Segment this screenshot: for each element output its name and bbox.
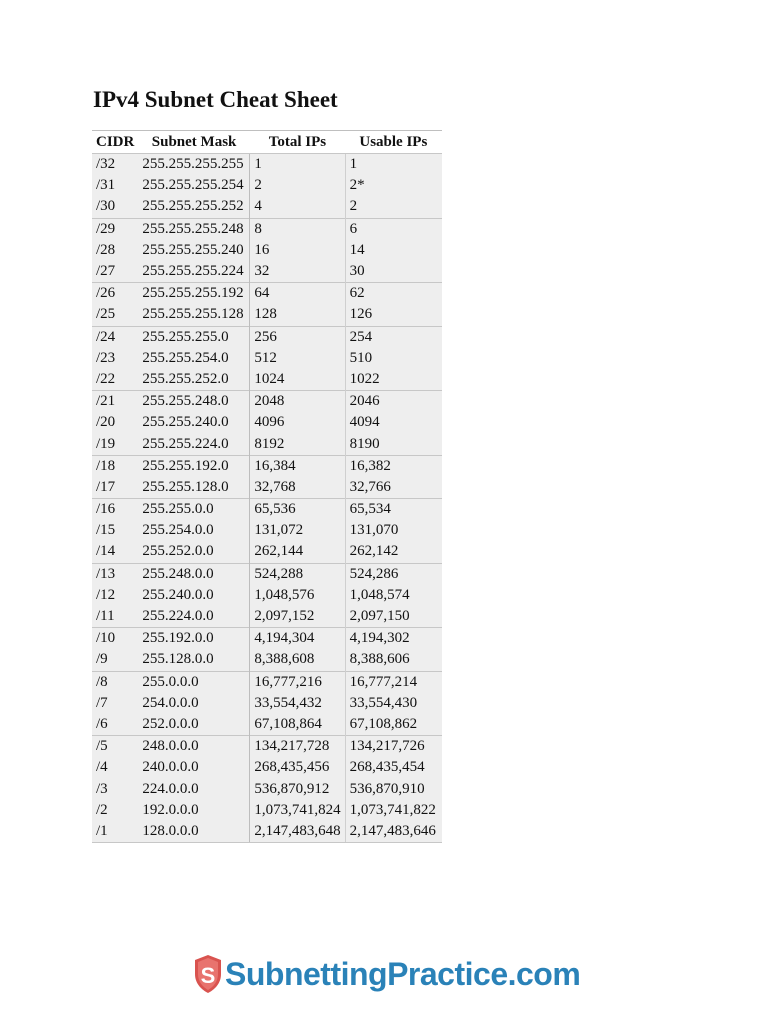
cell-usable-ips: 131,070 xyxy=(345,520,442,541)
cell-usable-ips: 1022 xyxy=(345,369,442,391)
cell-total-ips: 64 xyxy=(250,283,345,305)
table-row xyxy=(92,671,442,693)
cell-usable-ips: 524,286 xyxy=(345,563,442,585)
cell-subnet-mask: 255.240.0.0 xyxy=(138,585,250,606)
cell-subnet-mask: 255.255.255.240 xyxy=(138,240,250,261)
cell-cidr: /19 xyxy=(92,433,138,455)
cell-subnet-mask: 192.0.0.0 xyxy=(138,800,250,821)
cell-subnet-mask: 255.255.255.128 xyxy=(138,304,250,326)
cell-usable-ips: 33,554,430 xyxy=(345,693,442,714)
cell-total-ips: 8,388,608 xyxy=(250,649,345,671)
cell-usable-ips: 16,777,214 xyxy=(345,671,442,693)
cell-subnet-mask: 255.192.0.0 xyxy=(138,628,250,650)
cell-total-ips: 524,288 xyxy=(250,563,345,585)
cell-subnet-mask: 252.0.0.0 xyxy=(138,714,250,736)
cell-usable-ips: 4,194,302 xyxy=(345,628,442,650)
cell-total-ips: 1024 xyxy=(250,369,345,391)
cell-total-ips: 1 xyxy=(250,154,345,176)
cell-usable-ips: 536,870,910 xyxy=(345,778,442,799)
table-row xyxy=(92,412,442,433)
table-row xyxy=(92,563,442,585)
cell-subnet-mask: 255.255.255.255 xyxy=(138,154,250,176)
cell-usable-ips: 32,766 xyxy=(345,477,442,499)
table-row xyxy=(92,391,442,413)
cell-cidr: /17 xyxy=(92,477,138,499)
cell-cidr: /28 xyxy=(92,240,138,261)
cell-subnet-mask: 255.224.0.0 xyxy=(138,606,250,628)
cell-usable-ips: 8,388,606 xyxy=(345,649,442,671)
cell-subnet-mask: 255.255.240.0 xyxy=(138,412,250,433)
cell-cidr: /22 xyxy=(92,369,138,391)
table-row xyxy=(92,218,442,240)
cell-usable-ips: 65,534 xyxy=(345,499,442,521)
cell-total-ips: 4096 xyxy=(250,412,345,433)
cell-subnet-mask: 224.0.0.0 xyxy=(138,778,250,799)
cell-cidr: /30 xyxy=(92,196,138,218)
cell-cidr: /25 xyxy=(92,304,138,326)
table-row xyxy=(92,154,442,176)
cell-subnet-mask: 255.255.224.0 xyxy=(138,433,250,455)
cell-usable-ips: 8190 xyxy=(345,433,442,455)
cell-cidr: /7 xyxy=(92,693,138,714)
table-row xyxy=(92,541,442,563)
cell-cidr: /1 xyxy=(92,821,138,843)
table-row xyxy=(92,520,442,541)
cell-usable-ips: 268,435,454 xyxy=(345,757,442,778)
header-subnet-mask: Subnet Mask xyxy=(138,131,250,154)
cell-total-ips: 131,072 xyxy=(250,520,345,541)
cell-cidr: /23 xyxy=(92,348,138,369)
table-row xyxy=(92,348,442,369)
table-row xyxy=(92,606,442,628)
table-row xyxy=(92,196,442,218)
cell-cidr: /16 xyxy=(92,499,138,521)
cell-usable-ips: 1 xyxy=(345,154,442,176)
cell-total-ips: 16,777,216 xyxy=(250,671,345,693)
cell-subnet-mask: 128.0.0.0 xyxy=(138,821,250,843)
cell-cidr: /8 xyxy=(92,671,138,693)
table-row xyxy=(92,693,442,714)
cell-subnet-mask: 255.255.252.0 xyxy=(138,369,250,391)
cell-total-ips: 2,147,483,648 xyxy=(250,821,345,843)
cell-total-ips: 8192 xyxy=(250,433,345,455)
table-row xyxy=(92,455,442,477)
cell-usable-ips: 14 xyxy=(345,240,442,261)
cell-usable-ips: 1,048,574 xyxy=(345,585,442,606)
cell-subnet-mask: 255.255.128.0 xyxy=(138,477,250,499)
table-row xyxy=(92,477,442,499)
cell-usable-ips: 134,217,726 xyxy=(345,736,442,758)
cell-usable-ips: 67,108,862 xyxy=(345,714,442,736)
table-row xyxy=(92,736,442,758)
table-body xyxy=(92,154,442,843)
table-row xyxy=(92,261,442,283)
cell-usable-ips: 262,142 xyxy=(345,541,442,563)
cell-usable-ips: 2,097,150 xyxy=(345,606,442,628)
cell-total-ips: 32 xyxy=(250,261,345,283)
cell-total-ips: 16 xyxy=(250,240,345,261)
brand-logo xyxy=(193,952,580,996)
cell-usable-ips: 510 xyxy=(345,348,442,369)
cell-cidr: /15 xyxy=(92,520,138,541)
cell-cidr: /14 xyxy=(92,541,138,563)
cell-subnet-mask: 255.255.255.224 xyxy=(138,261,250,283)
cell-subnet-mask: 255.252.0.0 xyxy=(138,541,250,563)
table-row xyxy=(92,499,442,521)
cell-cidr: /6 xyxy=(92,714,138,736)
cell-subnet-mask: 255.255.255.192 xyxy=(138,283,250,305)
svg-text:S: S xyxy=(200,963,216,988)
cell-subnet-mask: 255.255.255.254 xyxy=(138,175,250,196)
cell-cidr: /9 xyxy=(92,649,138,671)
cell-total-ips: 2 xyxy=(250,175,345,196)
table-row xyxy=(92,369,442,391)
cell-total-ips: 536,870,912 xyxy=(250,778,345,799)
table-row xyxy=(92,283,442,305)
cell-total-ips: 8 xyxy=(250,218,345,240)
cell-subnet-mask: 255.255.0.0 xyxy=(138,499,250,521)
cell-usable-ips: 16,382 xyxy=(345,455,442,477)
cell-cidr: /5 xyxy=(92,736,138,758)
cell-subnet-mask: 248.0.0.0 xyxy=(138,736,250,758)
cell-cidr: /13 xyxy=(92,563,138,585)
cell-subnet-mask: 255.248.0.0 xyxy=(138,563,250,585)
cell-total-ips: 2048 xyxy=(250,391,345,413)
cell-cidr: /3 xyxy=(92,778,138,799)
cell-usable-ips: 2,147,483,646 xyxy=(345,821,442,843)
cell-total-ips: 2,097,152 xyxy=(250,606,345,628)
cell-total-ips: 67,108,864 xyxy=(250,714,345,736)
page-title: IPv4 Subnet Cheat Sheet xyxy=(93,87,338,112)
cell-usable-ips: 30 xyxy=(345,261,442,283)
cell-subnet-mask: 255.255.255.252 xyxy=(138,196,250,218)
cell-total-ips: 33,554,432 xyxy=(250,693,345,714)
cell-usable-ips: 2 xyxy=(345,196,442,218)
cell-usable-ips: 2046 xyxy=(345,391,442,413)
cell-cidr: /24 xyxy=(92,326,138,348)
cell-total-ips: 16,384 xyxy=(250,455,345,477)
cell-total-ips: 1,073,741,824 xyxy=(250,800,345,821)
table-row xyxy=(92,757,442,778)
cell-cidr: /12 xyxy=(92,585,138,606)
shield-s-icon xyxy=(193,954,223,994)
cell-total-ips: 262,144 xyxy=(250,541,345,563)
cell-subnet-mask: 255.255.255.0 xyxy=(138,326,250,348)
cell-subnet-mask: 255.0.0.0 xyxy=(138,671,250,693)
cell-total-ips: 32,768 xyxy=(250,477,345,499)
cell-total-ips: 268,435,456 xyxy=(250,757,345,778)
cell-cidr: /26 xyxy=(92,283,138,305)
header-cidr: CIDR xyxy=(92,131,138,154)
cell-usable-ips: 254 xyxy=(345,326,442,348)
table-header-row xyxy=(92,131,442,154)
cell-total-ips: 128 xyxy=(250,304,345,326)
cell-usable-ips: 1,073,741,822 xyxy=(345,800,442,821)
cell-cidr: /29 xyxy=(92,218,138,240)
cell-subnet-mask: 254.0.0.0 xyxy=(138,693,250,714)
cell-cidr: /21 xyxy=(92,391,138,413)
cell-subnet-mask: 255.254.0.0 xyxy=(138,520,250,541)
cell-total-ips: 4 xyxy=(250,196,345,218)
cell-total-ips: 4,194,304 xyxy=(250,628,345,650)
table-row xyxy=(92,800,442,821)
cell-cidr: /31 xyxy=(92,175,138,196)
table-row xyxy=(92,433,442,455)
cell-subnet-mask: 255.255.255.248 xyxy=(138,218,250,240)
cell-cidr: /11 xyxy=(92,606,138,628)
table-row xyxy=(92,628,442,650)
subnet-table xyxy=(92,130,442,843)
cell-usable-ips: 126 xyxy=(345,304,442,326)
cell-usable-ips: 62 xyxy=(345,283,442,305)
cell-usable-ips: 6 xyxy=(345,218,442,240)
cell-subnet-mask: 255.255.254.0 xyxy=(138,348,250,369)
table-row xyxy=(92,585,442,606)
brand-name: SubnettingPractice.com xyxy=(225,955,581,992)
table-row xyxy=(92,240,442,261)
cell-cidr: /10 xyxy=(92,628,138,650)
cell-total-ips: 256 xyxy=(250,326,345,348)
cell-subnet-mask: 255.128.0.0 xyxy=(138,649,250,671)
cell-cidr: /27 xyxy=(92,261,138,283)
cell-cidr: /4 xyxy=(92,757,138,778)
table-row xyxy=(92,326,442,348)
cell-subnet-mask: 240.0.0.0 xyxy=(138,757,250,778)
cell-cidr: /2 xyxy=(92,800,138,821)
header-usable-ips: Usable IPs xyxy=(345,131,442,154)
table-row xyxy=(92,821,442,843)
cell-total-ips: 134,217,728 xyxy=(250,736,345,758)
cell-usable-ips: 4094 xyxy=(345,412,442,433)
cell-cidr: /18 xyxy=(92,455,138,477)
cell-total-ips: 65,536 xyxy=(250,499,345,521)
table-row xyxy=(92,778,442,799)
cell-cidr: /20 xyxy=(92,412,138,433)
table-row xyxy=(92,714,442,736)
cell-cidr: /32 xyxy=(92,154,138,176)
cell-total-ips: 512 xyxy=(250,348,345,369)
cell-subnet-mask: 255.255.192.0 xyxy=(138,455,250,477)
cell-total-ips: 1,048,576 xyxy=(250,585,345,606)
header-total-ips: Total IPs xyxy=(250,131,345,154)
table-row xyxy=(92,649,442,671)
cell-usable-ips: 2* xyxy=(345,175,442,196)
table-row xyxy=(92,175,442,196)
cell-subnet-mask: 255.255.248.0 xyxy=(138,391,250,413)
table-row xyxy=(92,304,442,326)
